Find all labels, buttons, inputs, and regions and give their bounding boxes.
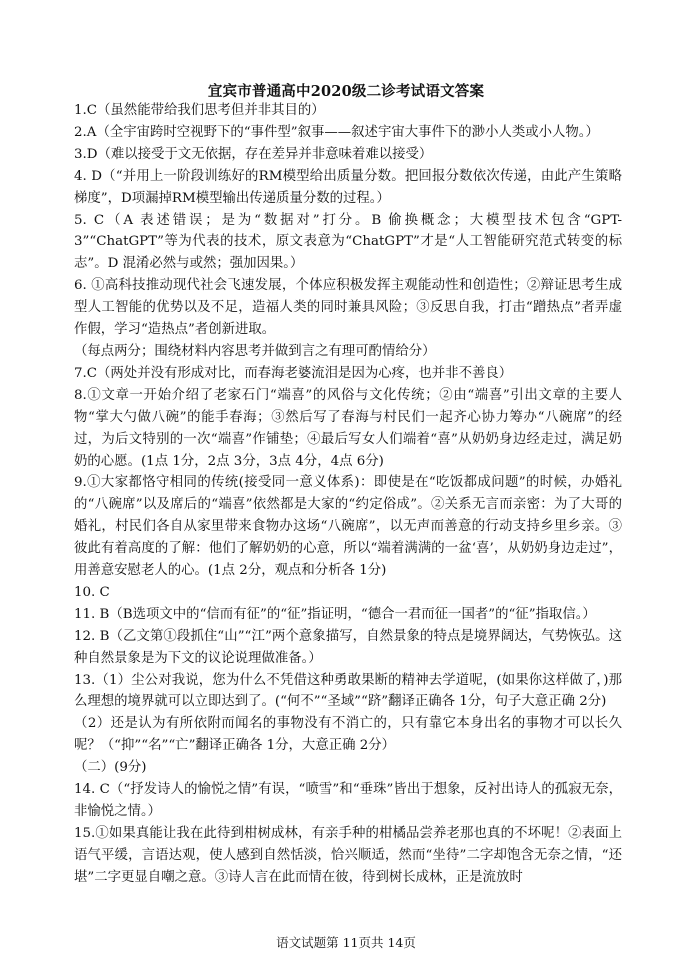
answer-paragraph: 4. D（“并用上一阶段训练好的RM模型给出质量分数。把回报分数依次传递，由此产生策略梯度”，D项漏掉RM模型输出传递质量分数的过程。） — [74, 168, 622, 206]
answer-paragraph: 1.C（虽然能带给我们思考但并非其目的） — [74, 103, 325, 118]
page-title: 宜宾市普通高中2020级二诊考试语文答案 — [207, 83, 485, 100]
answer-paragraph: 2.A（全宇宙跨时空视野下的“事件型”叙事——叙述宇宙大事件下的渺小人类或小人物。） — [74, 124, 599, 140]
answer-paragraph: 11. B（B选项文中的“信而有征”的“征”指证明，“德合一君而征一国者”的“征”指取信。） — [74, 606, 596, 622]
answer-paragraph: 15.①如果真能让我在此待到柑树成林，有亲手种的柑橘品尝养老那也真的不坏呢！②表面上语气平缓，言语达观，使人感到自然恬淡，恰兴顺适，然而“坐待”二字却饱含无奈之情，“还堪”二字更显自嘲之意。③诗人言在此而情在彼，待到树长成林，正是流放时 — [74, 825, 622, 885]
answer-paragraph: 8.①文章一开始介绍了老家石门“端喜”的风俗与文化传统；②由“端喜”引出文章的主要人物“掌大勺做八碗”的能手春海；③然后写了春海与村民们一起齐心协力筹办“八碗席”的经过，为后文特别的一次“端喜”作铺垫；④最后写女人们端着“喜”从奶奶身边经走过，满足奶奶的心愿。(1点 1分，2点 3分，3点 4分，4点 6分) — [74, 387, 622, 469]
answer-paragraph: 6. ①高科技推动现代社会飞速发展，个体应积极发挥主观能动性和创造性；②辩证思考生成型人工智能的优势以及不足，造福人类的同时兼具风险；③反思自我，打击“蹭热点”者弄虚作假，学习“造热点”者创新进取。 — [74, 278, 622, 338]
answer-paragraph: 9.①大家都恪守相同的传统(接受同一意义体系)：即使是在“吃饭都成问题”的时候，办婚礼的“八碗席”以及席后的“端喜”依然都是大家的“约定俗成”。②关系无言而亲密：为了大哥的婚礼，村民们各自从家里带来食物办这场“八碗席”，以无声而善意的行动支持乡里乡亲。③彼此有着高度的了解：他们了解奶奶的心意，所以“端着满满的一盆‘喜’，从奶奶身边走过”，用善意安慰老人的心。(1点 2分，观点和分析各 1分) — [74, 475, 622, 579]
answer-paragraph: 14. C（“抒发诗人的愉悦之情”有误，“喷雪”和“垂珠”皆出于想象，反衬出诗人的孤寂无奈，非愉悦之情。） — [74, 782, 622, 819]
answer-paragraph: 12. B（乙文第①段抓住“山”“江”两个意象描写，自然景象的特点是境界阔达，气势恢弘。这种自然景象是为下文的议论说理做准备。） — [74, 628, 622, 666]
answer-paragraph: （2）还是认为有所依附而闻名的事物没有不消亡的，只有靠它本身出名的事物才可以长久呢？（“抑”“名”“亡”翻译正确各 1分，大意正确 2分） — [74, 716, 622, 754]
answer-paragraph: 3.D（难以接受于文无依据，存在差异并非意味着难以接受） — [74, 146, 433, 162]
answer-paragraph: 10. C — [74, 584, 110, 600]
answer-paragraph: 7.C（两处并没有形成对比，而春海老婆流泪是因为心疼，也并非不善良） — [74, 365, 513, 381]
page-footer: 语文试题第 11页共 14页 — [276, 935, 416, 950]
answer-body — [74, 100, 622, 889]
answer-paragraph: （每点两分；围绕材料内容思考并做到言之有理可酌情给分） — [74, 343, 436, 359]
section-heading: （二）(9分) — [74, 760, 147, 776]
answer-paragraph: 13.（1）尘公对我说，您为什么不凭借这种勇敢果断的精神去学道呢，(如果你这样做了，)那么理想的境界就可以立即达到了。(“何不”“圣域”“跻”翻译正确各 1分，句子大意正确 2分) — [74, 672, 622, 710]
answer-paragraph: 5. C（A 表述错误；是为“数据对”打分。B 偷换概念；大模型技术包含“GPT-3”“ChatGPT”等为代表的技术，原文表意为“ChatGPT”才是“人工智能研究范式转变的标志”。D 混淆必然与或然；强加因果。） — [74, 212, 622, 272]
